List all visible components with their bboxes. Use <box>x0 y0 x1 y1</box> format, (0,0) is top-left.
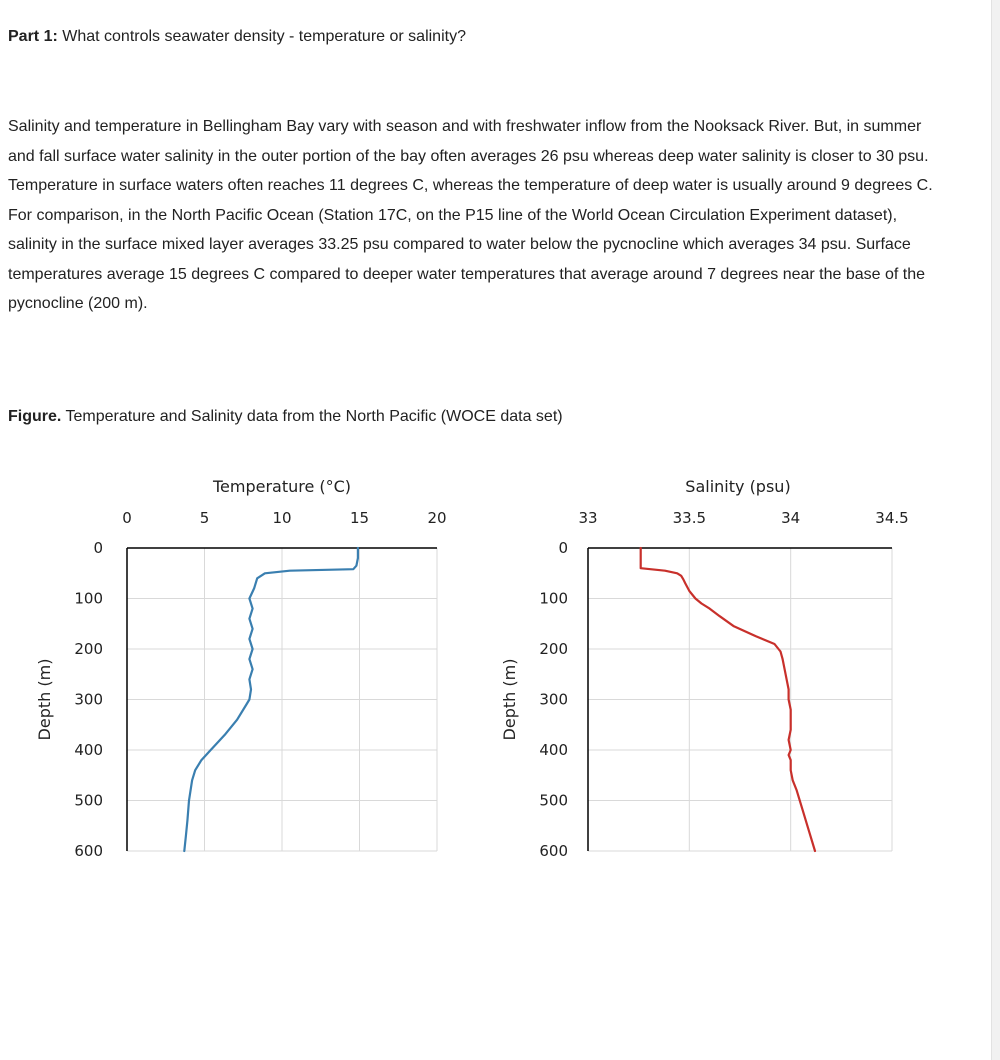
temp-y-tick-label: 400 <box>74 741 103 759</box>
sal-y-tick-label: 300 <box>539 690 568 709</box>
sal-chart-title: Salinity (psu) <box>685 477 791 496</box>
temp-chart-title: Temperature (°C) <box>212 477 352 496</box>
temp-x-tick-label: 15 <box>349 509 370 527</box>
figure-caption-text: Temperature and Salinity data from the North Pacific (WOCE data set) <box>61 408 563 425</box>
temp-x-tick-label: 0 <box>122 509 132 527</box>
sal-y-tick-label: 100 <box>539 589 568 608</box>
figure-label: Figure. <box>8 408 62 425</box>
part-question: What controls seawater density - temperature or salinity? <box>57 28 466 45</box>
temp-y-tick-label: 100 <box>74 589 103 608</box>
sal-x-tick-label: 33 <box>578 509 598 527</box>
temp-x-tick-label: 10 <box>272 509 292 527</box>
sal-x-tick-label: 33.5 <box>672 509 707 527</box>
sal-y-tick-label: 600 <box>539 842 568 860</box>
sal-y-tick-label: 0 <box>558 539 568 557</box>
temp-x-tick-label: 5 <box>199 509 210 527</box>
sal-y-tick-label: 500 <box>539 791 568 810</box>
temp-y-tick-label: 600 <box>74 842 103 860</box>
sal-x-tick-label: 34.5 <box>875 509 909 527</box>
sal-y-tick-label: 200 <box>539 640 568 658</box>
temp-y-tick-label: 500 <box>74 791 103 810</box>
sal-x-tick-label: 34 <box>781 509 801 527</box>
sal-y-axis-label: Depth (m) <box>500 658 519 741</box>
intro-paragraph: Salinity and temperature in Bellingham Bay vary with season and with freshwater inflow from the Nooksack River. But, in summer and fall surface water salinity in the outer portion of the bay often averages 26 psu whereas deep water salinity is closer to 30 psu. Temperature in surface waters often reaches 11 degrees C, whereas the temperature of deep water is usually around 9 degrees C. For comparison, in the North Pacific Ocean (Station 17C, on the P15 line of the World Ocean Circulation Experiment dataset), salinity in the surface mixed layer averages 33.25 psu compared to water below the pycnocline which averages 34 psu. Surface temperatures average 15 degrees C compared to deeper water temperatures that average around 7 degrees near the base of the pycnocline (200 m). <box>8 118 933 312</box>
sal-y-tick-label: 400 <box>539 741 568 759</box>
temp-y-tick-label: 0 <box>93 539 103 557</box>
temp-y-axis-label: Depth (m) <box>35 658 54 741</box>
temp-y-tick-label: 200 <box>74 640 103 658</box>
temp-y-tick-label: 300 <box>74 690 103 709</box>
temp-x-tick-label: 20 <box>427 509 447 527</box>
part-label: Part 1: <box>8 28 58 45</box>
